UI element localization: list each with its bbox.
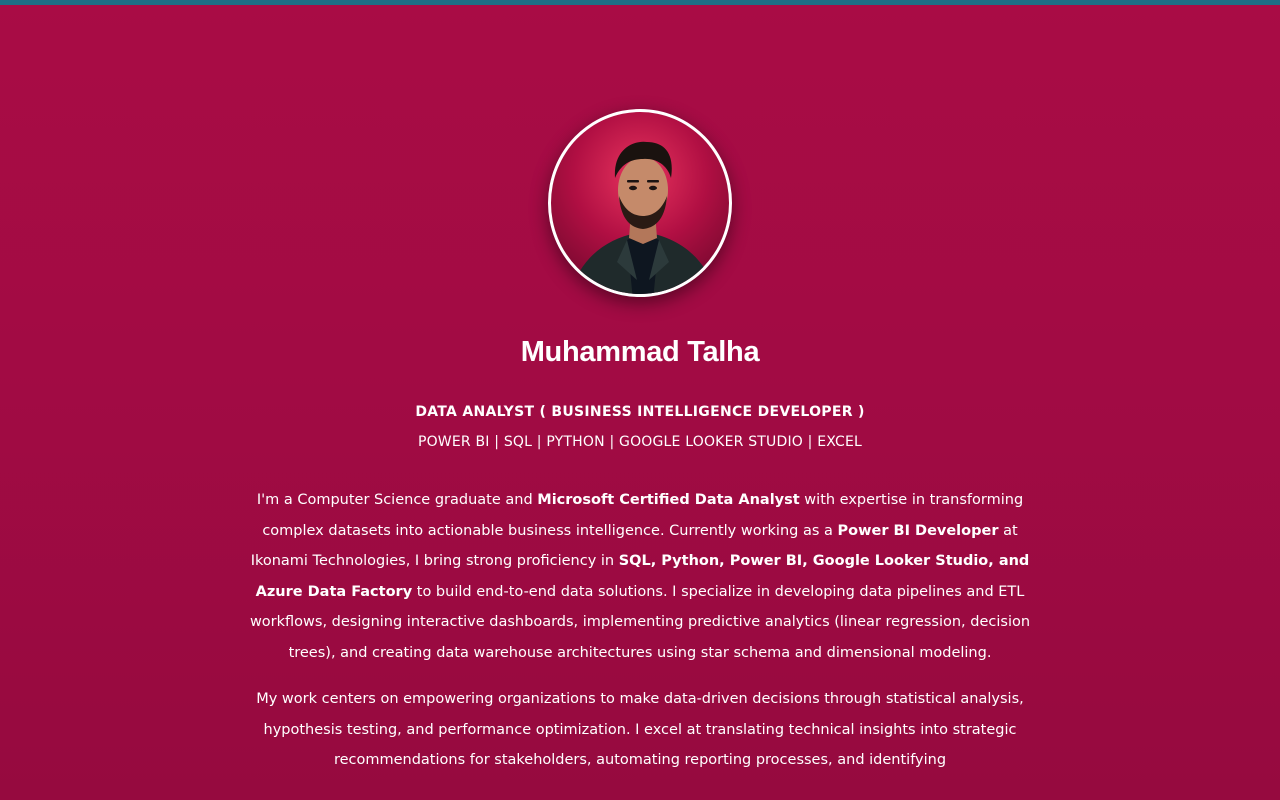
bio-paragraph-2: My work centers on empowering organizations to make data-driven decisions through statistical analysis, hypothesis testing, and performance optimization. I excel at translating technical insights into strategic recommendations for stakeholders, automating reporting processes, and identifying xyxy=(256,691,1024,768)
bio-text: to build end-to-end data solutions. I specialize in developing data pipelines and ETL workflows, designing interactive dashboards, implementing predictive analytics (linear regression, decision trees), and creating data warehouse architectures using star schema and dimensional modeling. xyxy=(249,583,1031,661)
top-accent-strip xyxy=(0,0,1280,5)
bio-paragraph-1 xyxy=(238,485,1042,668)
avatar-illustration xyxy=(551,112,732,297)
profile-skills: POWER BI | SQL | PYTHON | GOOGLE LOOKER STUDIO | EXCEL xyxy=(417,434,863,450)
bio-highlight-tools: SQL, Python, Power BI, Google Looker Studio, and Azure Data Factory xyxy=(255,553,1030,600)
bio-section xyxy=(238,485,1042,792)
bio-text: I'm a Computer Science graduate and xyxy=(256,492,538,508)
bio-highlight-position: Power BI Developer xyxy=(837,522,999,539)
profile-avatar xyxy=(548,109,732,297)
profile-role: DATA ANALYST ( BUSINESS INTELLIGENCE DEVELOPER ) xyxy=(415,404,865,420)
bio-text: with expertise in transforming complex datasets into actionable business intelligence. Currently working as a xyxy=(262,492,1024,539)
bio-text: at Ikonami Technologies, I bring strong proficiency in xyxy=(250,522,1018,569)
bio-highlight-certification: Microsoft Certified Data Analyst xyxy=(537,492,800,508)
profile-name: Muhammad Talha xyxy=(520,336,760,368)
